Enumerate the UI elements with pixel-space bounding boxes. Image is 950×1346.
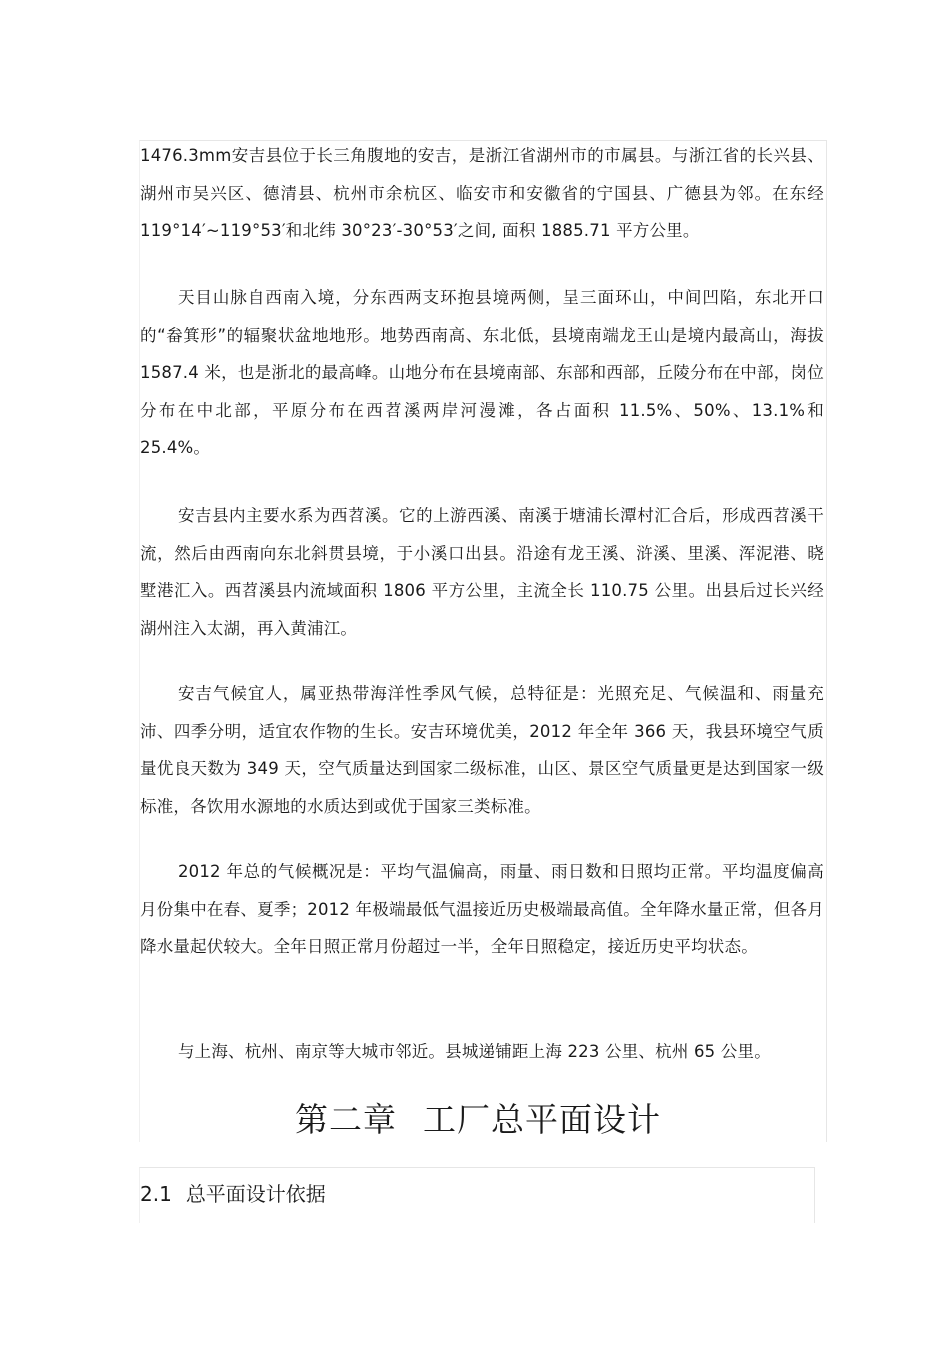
section-title: 总平面设计依据 <box>185 1182 326 1206</box>
section-heading <box>140 1176 326 1212</box>
paragraph-transport: 与上海、杭州、南京等大城市邻近。县城递铺距上海 223 公里、杭州 65 公里。 <box>177 1042 771 1061</box>
paragraph-water-system: 安吉县内主要水系为西苕溪。它的上游西溪、南溪于塘浦长潭村汇合后，形成西苕溪干流，然后由西南向东北斜贯县境，于小溪口出县。沿途有龙王溪、浒溪、里溪、浑泥港、晓墅港汇入。西苕溪县内流域面积 1806 平方公里，主流全长 110.75 公里。出县后过长兴经湖州注入太湖，再入黄浦江。 <box>140 506 824 638</box>
paragraph-climate: 安吉气候宜人，属亚热带海洋性季风气候，总特征是：光照充足、气候温和、雨量充沛、四季分明，适宜农作物的生长。安吉环境优美，2012 年全年 366 天，我县环境空气质量优良天数为 349 天，空气质量达到国家二级标准，山区、景区空气质量更是达到国家一级标准，各饮用水源地的水质达到或优于国家三类标准。 <box>140 684 824 816</box>
paragraph-climate-2012: 2012 年总的气候概况是：平均气温偏高，雨量、雨日数和日照均正常。平均温度偏高月份集中在春、夏季；2012 年极端最低气温接近历史极端最高值。全年降水量正常，但各月降水量起伏较大。全年日照正常月份超过一半，全年日照稳定，接近历史平均状态。 <box>140 862 824 956</box>
chapter-heading <box>140 1095 816 1145</box>
chapter-label: 第二章 <box>295 1100 397 1139</box>
chapter-title: 工厂总平面设计 <box>423 1100 661 1139</box>
paragraph-location: 1476.3mm安吉县位于长三角腹地的安吉，是浙江省湖州市的市属县。与浙江省的长兴县、湖州市吴兴区、德清县、杭州市余杭区、临安市和安徽省的宁国县、广德县为邻。在东经 119°14′~119°53′和北纬 30°23′-30°53′之间, 面积 1885.71 平方公里。 <box>140 146 824 240</box>
paragraph-terrain: 天目山脉自西南入境，分东西两支环抱县境两侧，呈三面环山，中间凹陷，东北开口的“畚箕形”的辐聚状盆地地形。地势西南高、东北低，县境南端龙王山是境内最高山，海拔 1587.4 米，也是浙北的最高峰。山地分布在县境南部、东部和西部，丘陵分布在中部，岗位分布在中北部，平原分布在西苕溪两岸河漫滩，各占面积 11.5%、50%、13.1%和 25.4%。 <box>140 288 824 457</box>
section-number: 2.1 <box>140 1182 172 1206</box>
